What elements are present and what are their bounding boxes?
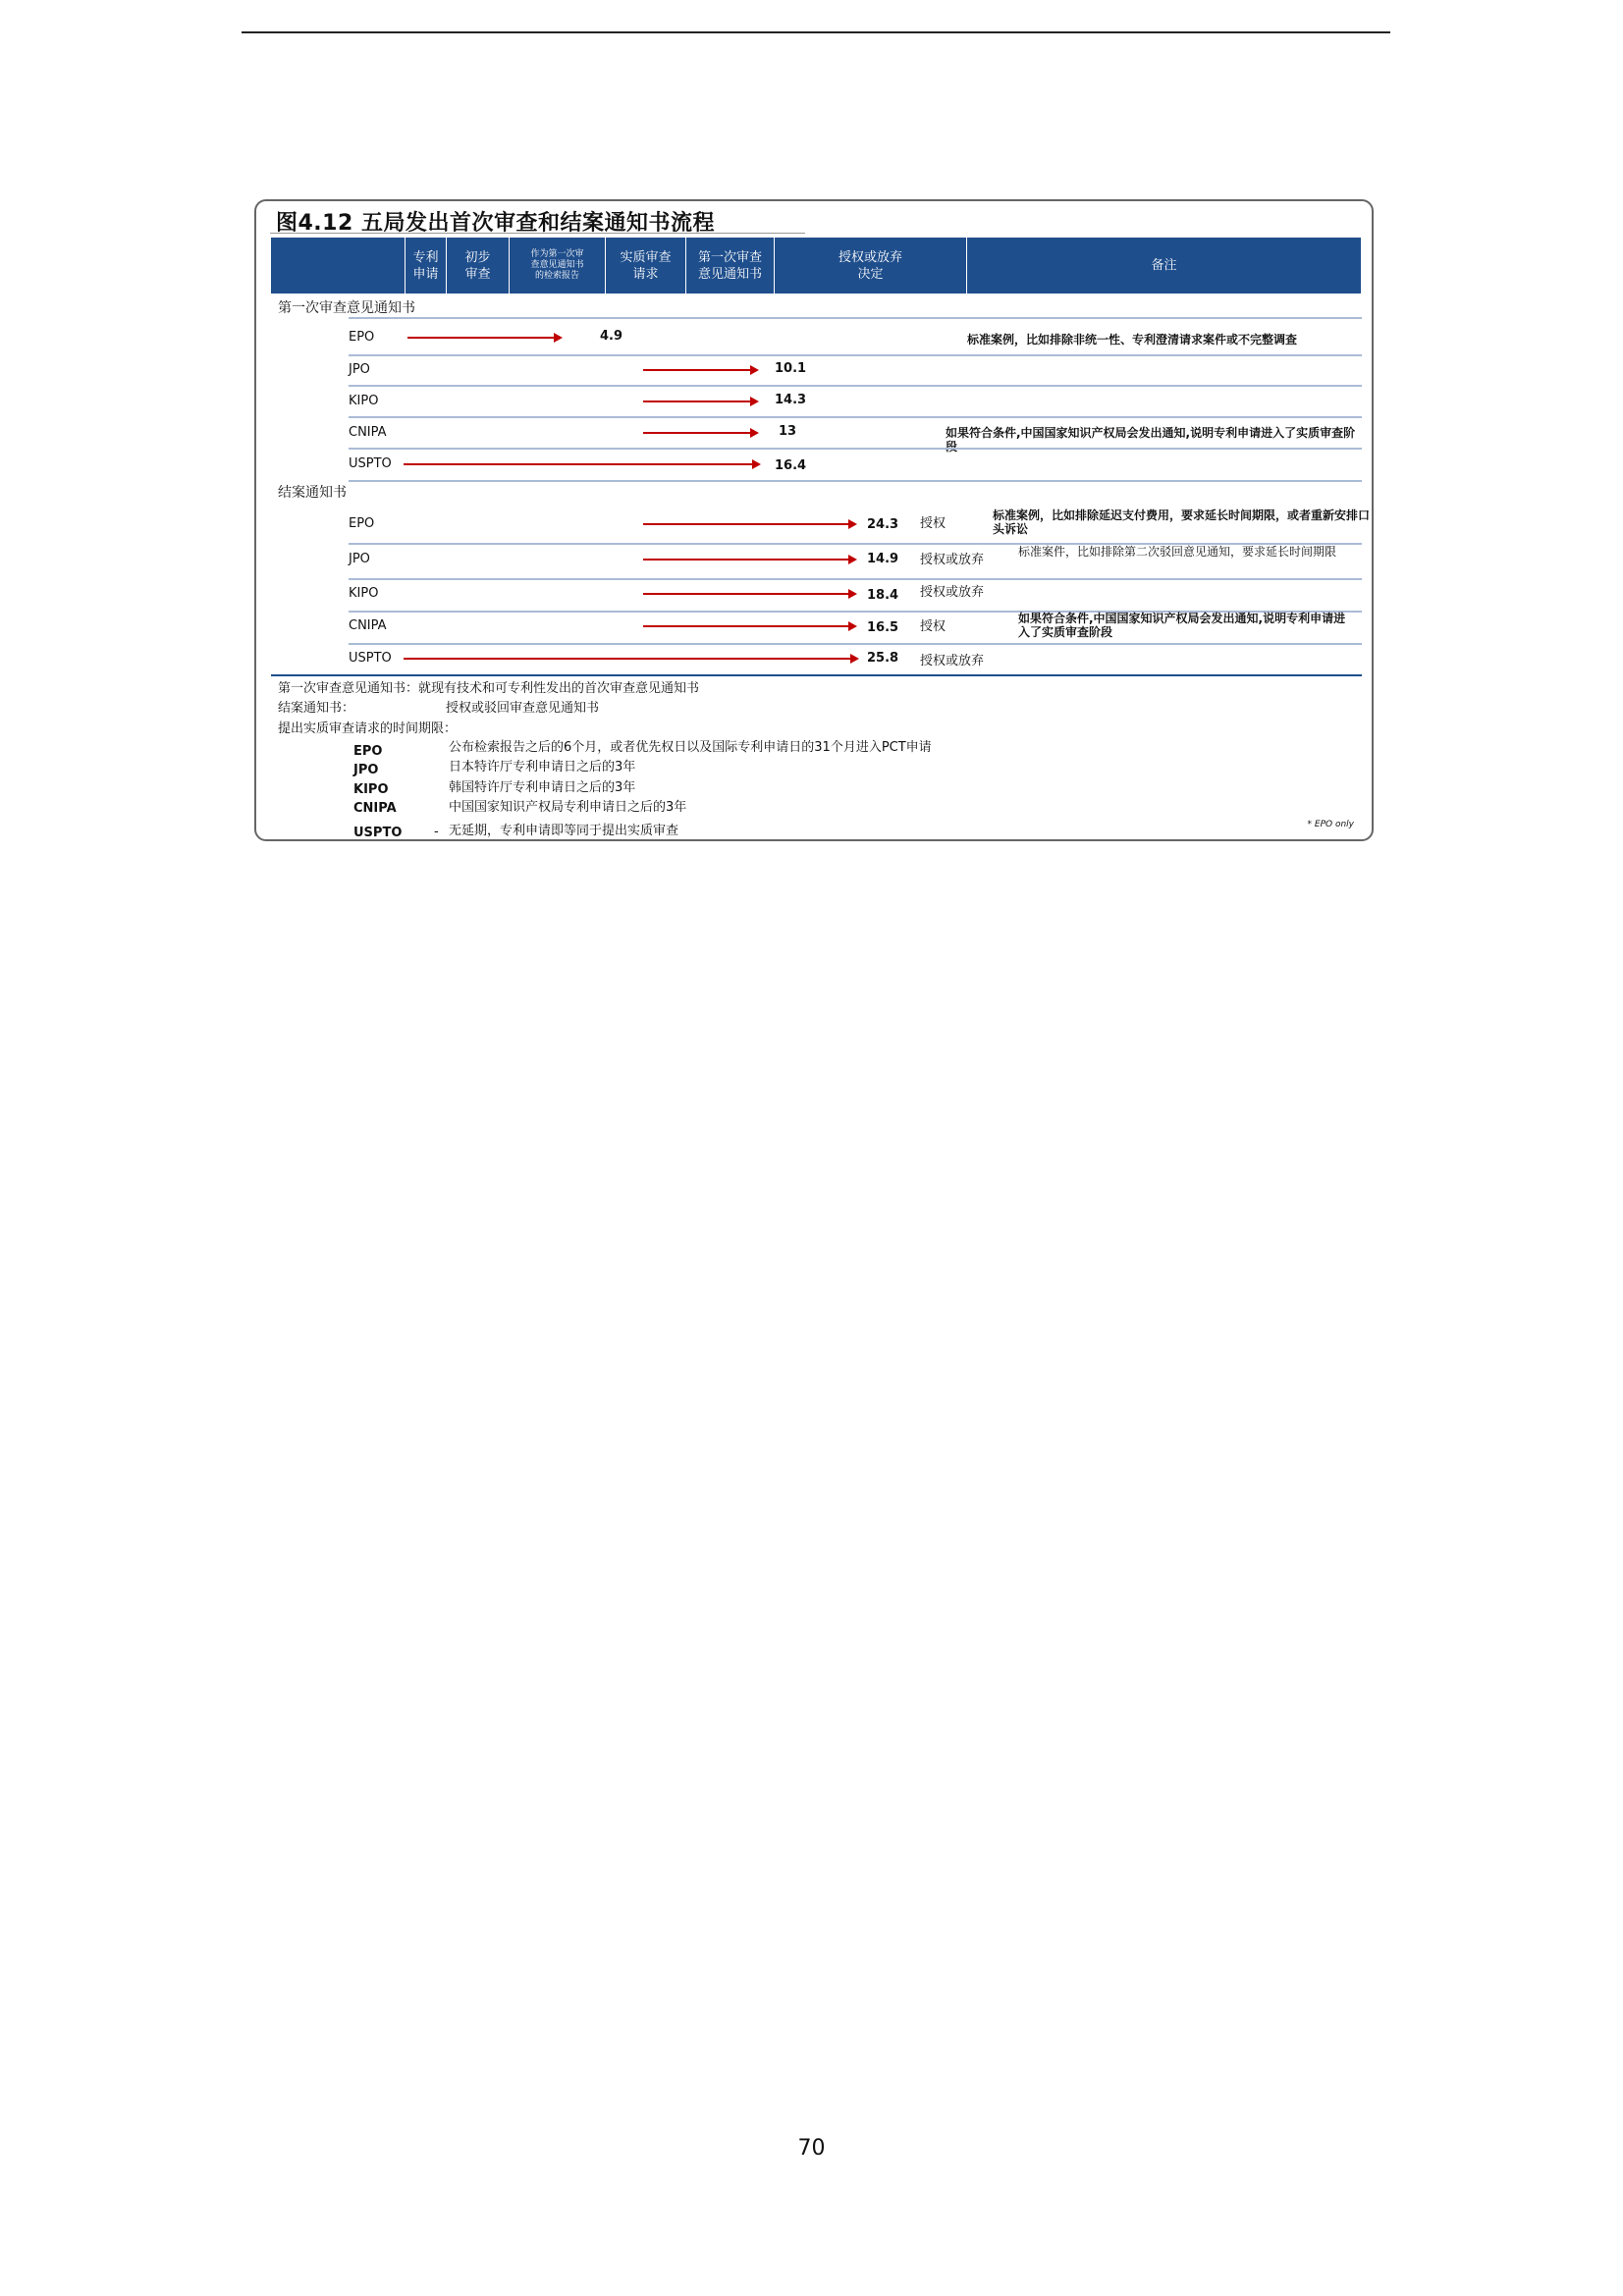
duration-arrow <box>643 432 751 434</box>
table-row-first-jpo <box>349 355 1362 387</box>
header-grant-decision: 授权或放弃 决定 <box>774 238 966 294</box>
table-row-first-kipo <box>349 387 1362 418</box>
table-header <box>271 238 1361 294</box>
office-label: USPTO <box>349 456 392 471</box>
duration-arrow <box>404 658 851 660</box>
figure-title: 图4.12 五局发出首次审查和结案通知书流程 <box>276 211 715 236</box>
office-label: CNIPA <box>349 618 387 633</box>
duration-value: 13 <box>779 424 797 439</box>
deadline-office: USPTO <box>353 826 403 840</box>
deadline-office: CNIPA <box>353 801 397 816</box>
decision-text: 授权或放弃 <box>920 654 985 668</box>
deadline-text: 中国国家知识产权局专利申请日之后的3年 <box>449 800 687 815</box>
office-label: CNIPA <box>349 425 387 440</box>
page-top-rule <box>242 31 1390 33</box>
note-deadline-heading: 提出实质审查请求的时间期限： <box>278 721 458 736</box>
duration-arrow <box>407 337 555 339</box>
table-row-final-cnipa <box>349 612 1362 643</box>
duration-value: 14.9 <box>867 552 899 566</box>
table-row-final-kipo <box>349 580 1362 612</box>
deadline-office: EPO <box>353 744 383 759</box>
decision-text: 授权 <box>920 619 947 634</box>
office-label: KIPO <box>349 394 379 408</box>
deadline-text: 公布检索报告之后的6个月，或者优先权日以及国际专利申请日的31个月进入PCT申请 <box>449 740 932 755</box>
duration-arrow <box>643 523 849 525</box>
duration-value: 18.4 <box>867 588 899 603</box>
duration-value: 25.8 <box>867 651 899 666</box>
duration-arrow <box>643 593 849 595</box>
remark-text: 如果符合条件,中国国家知识产权局会发出通知,说明专利申请进入了实质审查阶段 <box>946 426 1356 454</box>
deadline-dash: - <box>434 825 439 839</box>
table-row-first-epo <box>349 323 1362 354</box>
epo-only-footnote: * EPO only <box>1307 820 1354 829</box>
duration-value: 14.3 <box>775 393 807 407</box>
table-bottom-rule <box>271 674 1362 676</box>
deadline-text: 日本特许厅专利申请日之后的3年 <box>449 760 636 774</box>
row-divider <box>349 480 1362 482</box>
note-final-notice-label: 结案通知书： <box>278 701 355 716</box>
duration-value: 4.9 <box>600 329 623 344</box>
header-search-report: 作为第一次审 查意见通知书 的检索报告 <box>509 238 605 294</box>
header-first-office-action: 第一次审查 意见通知书 <box>685 238 774 294</box>
decision-text: 授权或放弃 <box>920 585 985 600</box>
remark-text: 标准案例，比如排除延迟支付费用，要求延长时间期限，或者重新安排口头诉讼 <box>993 508 1371 536</box>
deadline-office: KIPO <box>353 782 389 797</box>
row-divider <box>349 317 1362 319</box>
office-label: EPO <box>349 330 375 345</box>
remark-text: 标准案例，比如排除非统一性、专利澄清请求案件或不完整调查 <box>967 333 1298 347</box>
note-first-action-definition: 第一次审查意见通知书：就现有技术和可专利性发出的首次审查意见通知书 <box>278 681 700 696</box>
note-final-notice-text: 授权或驳回审查意见通知书 <box>446 701 600 716</box>
header-preliminary-exam: 初步 审查 <box>446 238 509 294</box>
office-label: EPO <box>349 516 375 531</box>
table-row-final-uspto <box>349 644 1362 675</box>
table-row-final-jpo <box>349 545 1362 576</box>
decision-text: 授权 <box>920 516 947 531</box>
table-row-first-uspto <box>349 450 1362 481</box>
table-row-first-cnipa <box>349 418 1362 454</box>
duration-arrow <box>643 559 849 561</box>
duration-arrow <box>643 400 751 402</box>
office-label: JPO <box>349 362 370 377</box>
header-substantive-request: 实质审查 请求 <box>605 238 685 294</box>
duration-value: 10.1 <box>775 361 807 376</box>
duration-value: 16.5 <box>867 620 899 635</box>
figure-box <box>254 199 1374 841</box>
duration-value: 16.4 <box>775 458 807 473</box>
page-number: 70 <box>797 2136 826 2161</box>
duration-arrow <box>404 463 753 465</box>
office-label: KIPO <box>349 586 379 601</box>
section-title-final-notice: 结案通知书 <box>278 485 347 501</box>
deadline-text: 韩国特许厅专利申请日之后的3年 <box>449 780 636 795</box>
remark-text: 标准案件，比如排除第二次驳回意见通知，要求延长时间期限 <box>1018 545 1337 559</box>
deadline-office: JPO <box>353 763 379 777</box>
table-row-final-epo <box>349 508 1371 540</box>
duration-arrow <box>643 369 751 371</box>
header-remarks: 备注 <box>966 238 1361 294</box>
remark-text: 如果符合条件,中国国家知识产权局会发出通知,说明专利申请进入了实质审查阶段 <box>1018 612 1346 639</box>
duration-arrow <box>643 625 849 627</box>
deadline-text: 无延期，专利申请即等同于提出实质审查 <box>449 824 679 838</box>
header-patent-application: 专利 申请 <box>405 238 446 294</box>
section-title-first-action: 第一次审查意见通知书 <box>278 300 415 316</box>
duration-value: 24.3 <box>867 517 899 532</box>
title-rule <box>270 233 805 234</box>
office-label: USPTO <box>349 651 392 666</box>
office-label: JPO <box>349 552 370 566</box>
decision-text: 授权或放弃 <box>920 553 985 567</box>
